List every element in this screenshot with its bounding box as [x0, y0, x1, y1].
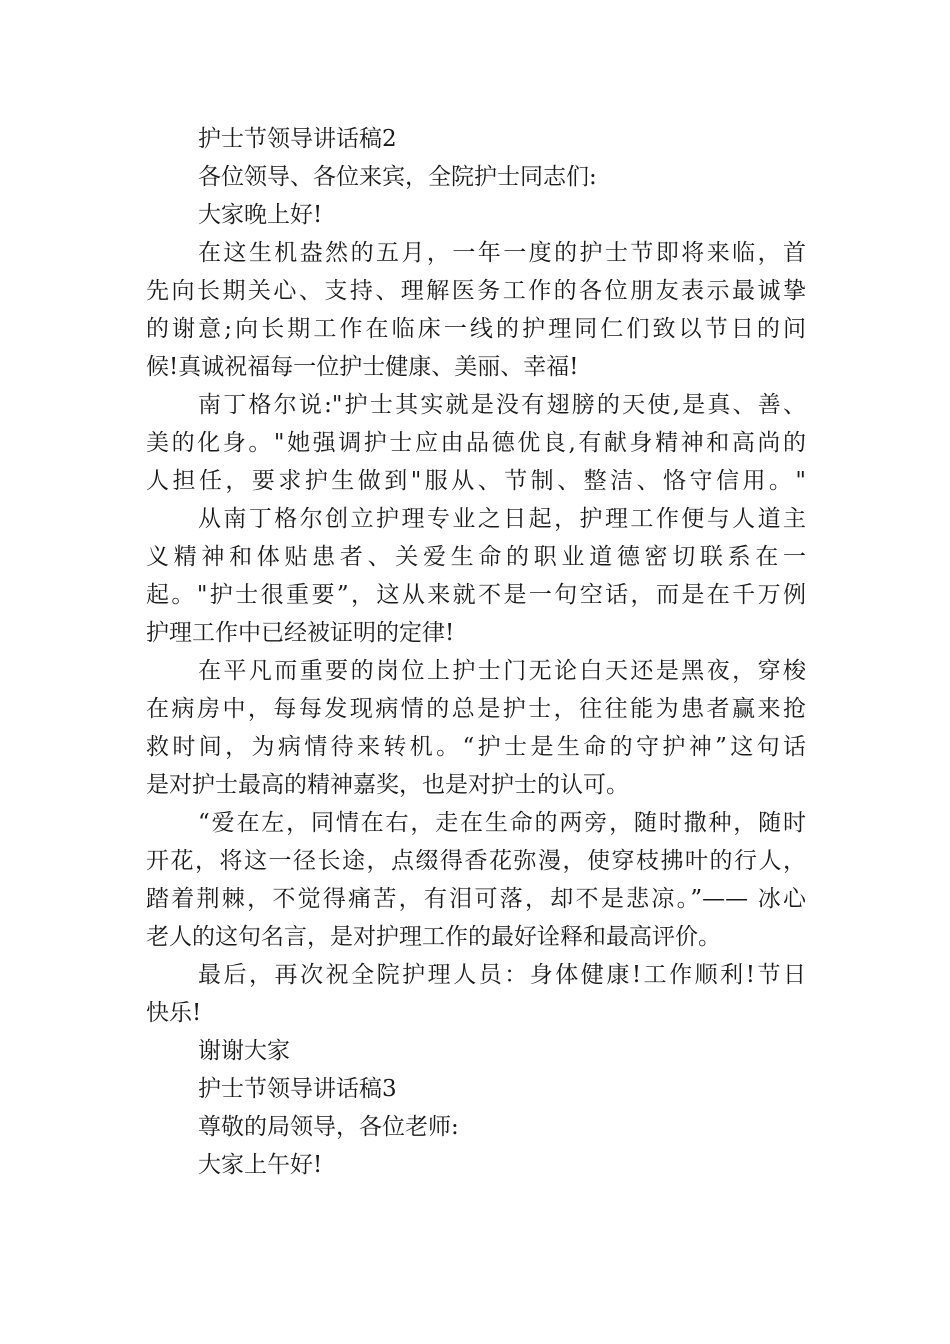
closing-thanks: 谢谢大家: [198, 1038, 290, 1064]
paragraph-line: 从南丁格尔创立护理专业之日起，护理工作便与人道主: [198, 506, 806, 532]
paragraph-line: 起。"护士很重要”，这从来就不是一句空话，而是在千万例: [146, 582, 806, 608]
paragraph-line: 在这生机盎然的五月，一年一度的护士节即将来临，首: [198, 240, 806, 266]
paragraph-line: 在平凡而重要的岗位上护士门无论白天还是黑夜，穿梭: [198, 658, 806, 684]
section-title: 护士节领导讲话稿2: [198, 126, 397, 152]
paragraph-line: 候!真诚祝福每一位护士健康、美丽、幸福!: [146, 354, 579, 380]
quote-line: 老人的这句名言，是对护理工作的最好诠释和最高评价。: [146, 924, 721, 950]
section-title: 护士节领导讲话稿3: [198, 1076, 397, 1102]
paragraph-line: 的谢意;向长期工作在临床一线的护理同仁们致以节日的问: [146, 316, 806, 342]
paragraph-line: 护理工作中已经被证明的定律!: [146, 620, 455, 646]
salutation: 尊敬的局领导，各位老师:: [198, 1114, 459, 1140]
quote-line: 踏着荆棘，不觉得痛苦，有泪可落，却不是悲凉。”—— 冰心: [146, 886, 806, 912]
paragraph-line: 在病房中，每每发现病情的总是护士，往往能为患者赢来抢: [146, 696, 806, 722]
quote-line: “爱在左，同情在右，走在生命的两旁，随时撒种，随时: [198, 810, 806, 836]
greeting: 大家晚上好!: [198, 202, 323, 228]
paragraph-line: 南丁格尔说:"护士其实就是没有翅膀的天使,是真、善、: [198, 392, 806, 418]
paragraph-line: 美的化身。"她强调护士应由品德优良,有献身精神和高尚的: [146, 430, 806, 456]
salutation: 各位领导、各位来宾，全院护士同志们:: [198, 164, 597, 190]
paragraph-line: 先向长期关心、支持、理解医务工作的各位朋友表示最诚挚: [146, 278, 806, 304]
paragraph-line: 救时间，为病情待来转机。“护士是生命的守护神”这句话: [146, 734, 806, 760]
greeting: 大家上午好!: [198, 1152, 323, 1178]
paragraph-line: 是对护士最高的精神嘉奖，也是对护士的认可。: [146, 772, 629, 798]
paragraph-line: 最后，再次祝全院护理人员：身体健康!工作顺利!节日: [198, 962, 806, 988]
paragraph-line: 人担任，要求护生做到"服从、节制、整洁、恪守信用。": [146, 468, 806, 494]
paragraph-line: 快乐!: [146, 1000, 202, 1026]
paragraph-line: 义精神和体贴患者、关爱生命的职业道德密切联系在一: [146, 544, 806, 570]
quote-line: 开花，将这一径长途，点缀得香花弥漫，使穿枝拂叶的行人，: [146, 848, 806, 874]
